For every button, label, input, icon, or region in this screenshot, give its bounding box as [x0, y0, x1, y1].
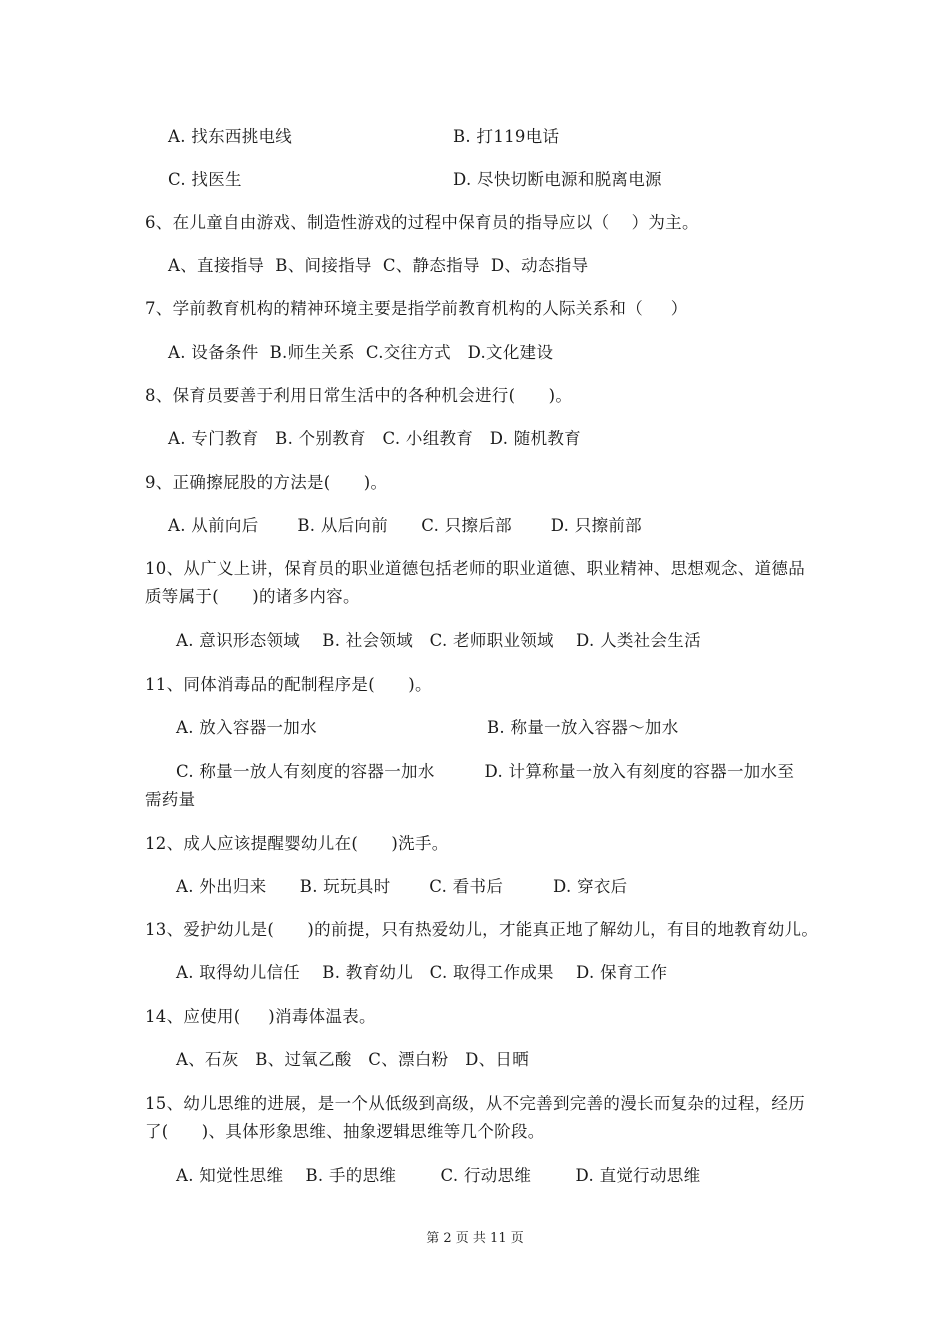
q5-option-b: B. 打119电话	[453, 127, 560, 146]
q10-stem-line1: 10、从广义上讲，保育员的职业道德包括老师的职业道德、职业精神、思想观念、道德品	[145, 559, 805, 578]
q6-stem: 6、在儿童自由游戏、制造性游戏的过程中保育员的指导应以（ ）为主。	[145, 213, 699, 232]
q8-options: A. 专门教育 B. 个别教育 C. 小组教育 D. 随机教育	[168, 429, 581, 448]
q5-option-a: A. 找东西挑电线	[168, 127, 293, 146]
q14-options: A、石灰 B、过氧乙酸 C、漂白粉 D、日晒	[176, 1050, 529, 1069]
q8-stem: 8、保育员要善于利用日常生活中的各种机会进行( )。	[145, 386, 573, 405]
q13-options: A. 取得幼儿信任 B. 教育幼儿 C. 取得工作成果 D. 保育工作	[176, 963, 668, 982]
q7-stem: 7、学前教育机构的精神环境主要是指学前教育机构的人际关系和（ ）	[145, 299, 688, 318]
q11-option-a: A. 放入容器一加水	[176, 718, 317, 737]
q15-stem-line1: 15、幼儿思维的进展，是一个从低级到高级，从不完善到完善的漫长而复杂的过程，经历	[145, 1094, 805, 1113]
q10-stem-line2: 质等属于( )的诸多内容。	[145, 587, 360, 606]
q7-options: A. 设备条件 B.师生关系 C.交往方式 D.文化建设	[168, 343, 554, 362]
q15-stem-line2: 了( )、具体形象思维、抽象逻辑思维等几个阶段。	[145, 1122, 545, 1141]
q13-stem: 13、爱护幼儿是( )的前提，只有热爱幼儿，才能真正地了解幼儿，有目的地教育幼儿。	[145, 920, 819, 939]
q15-options: A. 知觉性思维 B. 手的思维 C. 行动思维 D. 直觉行动思维	[176, 1166, 701, 1185]
q12-options: A. 外出归来 B. 玩玩具时 C. 看书后 D. 穿衣后	[176, 877, 628, 896]
page-footer: 第 2 页 共 11 页	[426, 1231, 524, 1246]
q12-stem: 12、成人应该提醒婴幼儿在( )洗手。	[145, 834, 449, 853]
q11-stem: 11、同体消毒品的配制程序是( )。	[145, 675, 432, 694]
q9-options: A. 从前向后 B. 从后向前 C. 只擦后部 D. 只擦前部	[168, 516, 642, 535]
q5-option-d: D. 尽快切断电源和脱离电源	[453, 170, 662, 189]
q11-option-cd-line2: 需药量	[145, 790, 196, 809]
q5-option-c: C. 找医生	[168, 170, 242, 189]
q6-options: A、直接指导 B、间接指导 C、静态指导 D、动态指导	[168, 256, 589, 275]
q9-stem: 9、正确擦屁股的方法是( )。	[145, 473, 388, 492]
q11-option-b: B. 称量一放入容器～加水	[487, 718, 679, 737]
q14-stem: 14、应使用( )消毒体温表。	[145, 1007, 376, 1026]
q11-option-cd-line1: C. 称量一放人有刻度的容器一加水 D. 计算称量一放入有刻度的容器一加水至	[176, 762, 795, 781]
q10-options: A. 意识形态领域 B. 社会领域 C. 老师职业领域 D. 人类社会生活	[176, 631, 701, 650]
